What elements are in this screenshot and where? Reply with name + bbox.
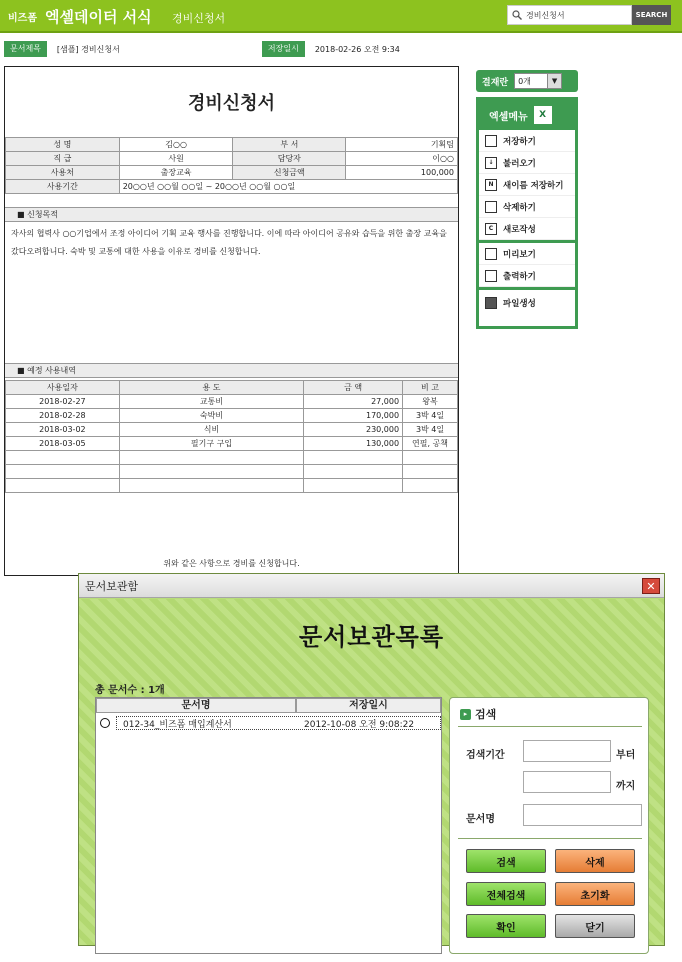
from-suffix: 부터 bbox=[616, 750, 636, 761]
empty-row bbox=[6, 451, 458, 465]
page-name: 경비신청서 bbox=[172, 12, 226, 25]
empty-row bbox=[6, 479, 458, 493]
empty-row bbox=[6, 465, 458, 479]
radio-button[interactable] bbox=[100, 718, 110, 728]
menu-save-as[interactable] bbox=[479, 174, 575, 196]
period-label: 사용기간 bbox=[6, 180, 120, 194]
list-item-date: 2012-10-08 오전 9:08:22 bbox=[304, 719, 415, 730]
divider bbox=[458, 726, 642, 727]
manager-label: 담당자 bbox=[233, 152, 346, 166]
menu-item-label: 새로작성 bbox=[503, 224, 536, 235]
menu-item-label: 삭제하기 bbox=[503, 202, 536, 213]
row-note[interactable]: 3박 4일 bbox=[403, 409, 458, 423]
search-panel-title: 검색 bbox=[475, 708, 497, 721]
menu-item-label: 불러오기 bbox=[503, 158, 536, 169]
form-footer-text: 위와 같은 사항으로 경비를 신청합니다. bbox=[163, 559, 300, 568]
confirm-button[interactable]: 확인 bbox=[466, 914, 546, 938]
dept-value[interactable]: 기획팀 bbox=[346, 138, 458, 152]
excel-menu-header bbox=[479, 100, 575, 130]
excel-menu bbox=[476, 97, 578, 329]
menu-item-label: 파일생성 bbox=[503, 299, 536, 309]
top-bar bbox=[0, 0, 682, 33]
dept-label: 부 서 bbox=[233, 138, 346, 152]
empty-cell[interactable] bbox=[304, 451, 403, 465]
search-input[interactable] bbox=[507, 5, 632, 25]
empty-cell[interactable] bbox=[304, 479, 403, 493]
dialog-heading: 문서보관목록 bbox=[298, 623, 445, 651]
col-purpose: 용 도 bbox=[119, 381, 304, 395]
trash-icon bbox=[485, 201, 497, 213]
search-icon bbox=[512, 10, 522, 20]
applicant-info-table bbox=[5, 137, 458, 194]
title-tag: 문서제목 bbox=[4, 41, 47, 57]
empty-cell[interactable] bbox=[119, 451, 304, 465]
row-date[interactable]: 2018-03-05 bbox=[6, 437, 120, 451]
menu-item-label: 미리보기 bbox=[503, 249, 536, 260]
table-row bbox=[6, 423, 458, 437]
document-title-value: [샘플] 경비신청서 bbox=[56, 44, 120, 54]
search-value: 경비신청서 bbox=[526, 10, 565, 20]
search-panel-icon: ▸ bbox=[460, 709, 471, 720]
saved-tag: 저장일시 bbox=[262, 41, 305, 57]
menu-delete[interactable] bbox=[479, 196, 575, 218]
document-count: 총 문서수 : 1개 bbox=[95, 685, 165, 696]
name-value[interactable]: 김○○ bbox=[119, 138, 233, 152]
empty-cell[interactable] bbox=[403, 479, 458, 493]
approval-selector bbox=[476, 70, 578, 92]
empty-cell[interactable] bbox=[119, 479, 304, 493]
menu-item-label: 새이름 저장하기 bbox=[503, 180, 564, 191]
approval-label: 결재란 bbox=[482, 77, 509, 88]
reset-button[interactable]: 초기화 bbox=[555, 882, 635, 906]
list-header bbox=[96, 698, 441, 713]
close-button[interactable]: 닫기 bbox=[555, 914, 635, 938]
brand-logo[interactable]: 비즈폼 bbox=[8, 13, 37, 24]
row-amount[interactable]: 230,000 bbox=[304, 423, 403, 437]
empty-cell[interactable] bbox=[403, 451, 458, 465]
col-document-name[interactable]: 문서명 bbox=[96, 698, 296, 713]
empty-cell[interactable] bbox=[403, 465, 458, 479]
save-icon bbox=[485, 135, 497, 147]
empty-cell[interactable] bbox=[304, 465, 403, 479]
menu-preview[interactable] bbox=[479, 243, 575, 265]
col-saved-at[interactable]: 저장일시 bbox=[296, 698, 441, 713]
to-suffix: 까지 bbox=[616, 781, 636, 792]
row-amount[interactable]: 27,000 bbox=[304, 395, 403, 409]
table-row bbox=[6, 409, 458, 423]
rank-value[interactable]: 사원 bbox=[119, 152, 233, 166]
period-to-input[interactable] bbox=[523, 771, 611, 793]
usage-plan-table bbox=[5, 380, 458, 493]
site-title[interactable]: 엑셀데이터 서식 bbox=[45, 8, 152, 26]
new-document-icon: C bbox=[485, 223, 497, 235]
menu-item-label: 저장하기 bbox=[503, 136, 536, 147]
amount-value[interactable]: 100,000 bbox=[346, 166, 458, 180]
row-note[interactable]: 3박 4일 bbox=[403, 423, 458, 437]
menu-create-file[interactable] bbox=[479, 290, 575, 316]
document-info-bar bbox=[4, 41, 459, 57]
approval-dropdown[interactable] bbox=[514, 73, 562, 89]
dialog-title: 문서보관함 bbox=[85, 579, 139, 593]
row-purpose[interactable]: 필기구 구입 bbox=[119, 437, 304, 451]
search-panel-header bbox=[460, 706, 496, 722]
row-purpose[interactable]: 숙박비 bbox=[119, 409, 304, 423]
chevron-down-icon[interactable]: ▼ bbox=[547, 74, 561, 88]
empty-cell[interactable] bbox=[6, 479, 120, 493]
purpose-text[interactable]: 자사의 협력사 ○○기업에서 조정 아이디어 기획 교육 행사를 진행합니다. 이에 따라 아이디어 공유와 습득을 위한 출장 교육을 갔다오려합니다. 숙박 및 교통에 대한 사용을 이유로 경비를 신청합니다. bbox=[11, 229, 447, 256]
docname-label: 문서명 bbox=[466, 814, 495, 825]
list-item-content[interactable] bbox=[116, 716, 441, 730]
dialog-body bbox=[79, 599, 664, 945]
row-date[interactable]: 2018-02-27 bbox=[6, 395, 120, 409]
search-button[interactable]: 검색 bbox=[466, 849, 546, 873]
close-icon[interactable]: ✕ bbox=[642, 578, 660, 594]
empty-cell[interactable] bbox=[6, 451, 120, 465]
name-label: 성 명 bbox=[6, 138, 120, 152]
print-icon bbox=[485, 270, 497, 282]
menu-item-label: 출력하기 bbox=[503, 271, 536, 282]
row-purpose[interactable]: 교통비 bbox=[119, 395, 304, 409]
document-list bbox=[95, 697, 442, 954]
search-panel bbox=[449, 697, 649, 954]
row-note[interactable]: 연필, 공책 bbox=[403, 437, 458, 451]
excel-menu-title: 엑셀메뉴 bbox=[489, 111, 528, 123]
usage-label: 사용처 bbox=[6, 166, 120, 180]
row-date[interactable]: 2018-02-28 bbox=[6, 409, 120, 423]
col-amount: 금 액 bbox=[304, 381, 403, 395]
plan-section-header: ■ 예정 사용내역 bbox=[5, 363, 458, 378]
excel-icon: X bbox=[534, 106, 552, 124]
empty-cell[interactable] bbox=[6, 465, 120, 479]
table-row bbox=[6, 395, 458, 409]
row-purpose[interactable]: 식비 bbox=[119, 423, 304, 437]
saved-datetime: 2018-02-26 오전 9:34 bbox=[314, 44, 400, 54]
list-item-name: 012-34_비즈폼 매입계산서 bbox=[123, 719, 232, 730]
menu-print[interactable] bbox=[479, 265, 575, 287]
divider bbox=[458, 838, 642, 839]
period-from-input[interactable] bbox=[523, 740, 611, 762]
row-amount[interactable]: 170,000 bbox=[304, 409, 403, 423]
menu-save[interactable] bbox=[479, 130, 575, 152]
period-value[interactable]: 20○○년 ○○월 ○○일 ~ 20○○년 ○○월 ○○일 bbox=[119, 180, 457, 194]
usage-value[interactable]: 출장교육 bbox=[119, 166, 233, 180]
load-icon: ↓ bbox=[485, 157, 497, 169]
table-row bbox=[6, 437, 458, 451]
approval-value: 0개 bbox=[518, 76, 531, 86]
empty-cell[interactable] bbox=[119, 465, 304, 479]
dialog-titlebar[interactable] bbox=[79, 574, 664, 598]
col-note: 비 고 bbox=[403, 381, 458, 395]
manager-value[interactable]: 이○○ bbox=[346, 152, 458, 166]
folder-icon bbox=[485, 297, 497, 309]
menu-new[interactable] bbox=[479, 218, 575, 240]
expense-form-document bbox=[4, 66, 459, 576]
row-note[interactable]: 왕복 bbox=[403, 395, 458, 409]
search-all-button[interactable]: 전체검색 bbox=[466, 882, 546, 906]
rank-label: 직 급 bbox=[6, 152, 120, 166]
document-storage-dialog bbox=[78, 573, 665, 946]
list-item[interactable] bbox=[96, 715, 441, 731]
menu-load[interactable] bbox=[479, 152, 575, 174]
row-date[interactable]: 2018-03-02 bbox=[6, 423, 120, 437]
docname-input[interactable] bbox=[523, 804, 642, 826]
purpose-section-header: ■ 신청목적 bbox=[5, 207, 458, 222]
save-as-icon: N bbox=[485, 179, 497, 191]
preview-icon bbox=[485, 248, 497, 260]
form-title: 경비신청서 bbox=[188, 93, 275, 114]
row-amount[interactable]: 130,000 bbox=[304, 437, 403, 451]
delete-button[interactable]: 삭제 bbox=[555, 849, 635, 873]
period-label: 검색기간 bbox=[466, 750, 505, 761]
col-date: 사용일자 bbox=[6, 381, 120, 395]
amount-label: 신청금액 bbox=[233, 166, 346, 180]
search-button[interactable]: SEARCH bbox=[632, 5, 671, 25]
